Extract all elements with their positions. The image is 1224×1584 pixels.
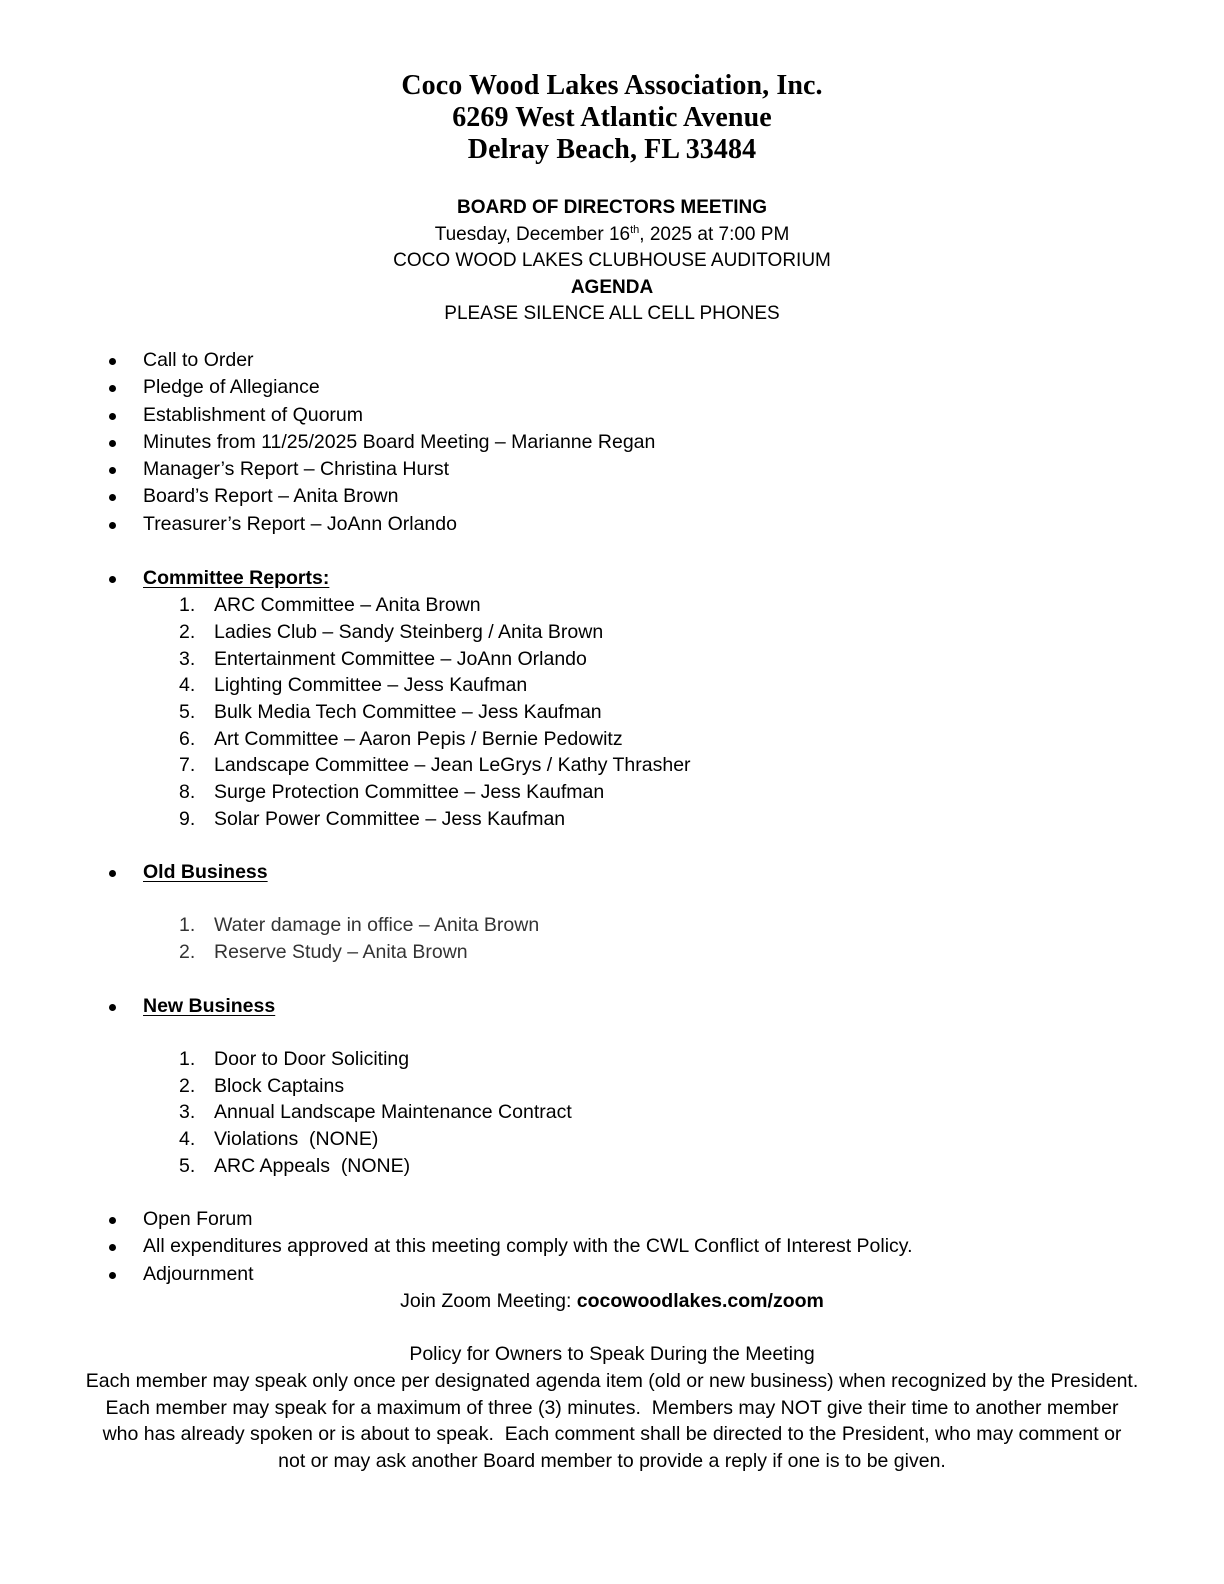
list-item-text: Water damage in office – Anita Brown [214, 914, 540, 936]
new-business-section [0, 993, 1224, 1020]
zoom-meeting-line [0, 1288, 1224, 1315]
item-number: 2. [179, 1074, 196, 1097]
meeting-date-ordinal: th [630, 223, 640, 236]
agenda-label: AGENDA [570, 276, 654, 298]
list-item [0, 456, 1224, 483]
list-item-text: Solar Power Committee – Jess Kaufman [214, 807, 566, 830]
list-item [0, 347, 1224, 374]
opening-items-list [0, 347, 1224, 538]
list-item-text: Treasurer’s Report – JoAnn Orlando [143, 512, 457, 535]
bullet-icon [109, 494, 116, 501]
old-business-list [0, 912, 1224, 965]
list-item-text: Annual Landscape Maintenance Contract [214, 1101, 572, 1124]
policy-title: Policy for Owners to Speak During the Meeting [409, 1343, 815, 1365]
bullet-icon [109, 385, 116, 392]
list-item-text: ARC Appeals (NONE) [214, 1154, 411, 1177]
item-number: 5. [179, 701, 196, 724]
list-item [0, 939, 1224, 966]
bullet-icon [109, 358, 116, 365]
bullet-icon [109, 1244, 116, 1251]
bullet-icon [109, 413, 116, 420]
policy-line: not or may ask another Board member to provide a reply if one is to be given. [278, 1450, 946, 1472]
list-item-text: Adjournment [143, 1262, 254, 1285]
bullet-icon [109, 1004, 116, 1011]
list-item [0, 779, 1224, 806]
list-item [0, 912, 1224, 939]
new-business-list [0, 1046, 1224, 1179]
item-number: 5. [179, 1154, 196, 1177]
item-number: 9. [179, 807, 196, 830]
list-item-text: Call to Order [143, 349, 254, 371]
bullet-icon [109, 522, 116, 529]
address-line-1: 6269 West Atlantic Avenue [452, 102, 772, 133]
bullet-icon [109, 1272, 116, 1279]
item-number: 7. [179, 754, 196, 777]
section-heading [0, 993, 1224, 1020]
list-item-text: Manager’s Report – Christina Hurst [143, 458, 449, 481]
list-item [0, 483, 1224, 510]
committee-reports-heading: Committee Reports: [143, 567, 330, 589]
meeting-location: COCO WOOD LAKES CLUBHOUSE AUDITORIUM [393, 250, 831, 271]
bullet-icon [109, 440, 116, 447]
list-item-text: Minutes from 11/25/2025 Board Meeting – Marianne Regan [143, 430, 656, 453]
bullet-icon [109, 1217, 116, 1224]
list-item-text: Door to Door Soliciting [214, 1048, 410, 1070]
address-line-2: Delray Beach, FL 33484 [467, 134, 757, 165]
item-number: 2. [179, 940, 196, 963]
item-number: 3. [179, 647, 196, 670]
bullet-icon [109, 467, 116, 474]
organization-header [0, 70, 1224, 166]
list-item-text: Reserve Study – Anita Brown [214, 940, 468, 963]
bullet-icon [109, 870, 116, 877]
list-item-text: Violations (NONE) [214, 1128, 379, 1151]
committee-reports-section [0, 565, 1224, 832]
old-business-section [0, 859, 1224, 886]
item-number: 4. [179, 1128, 196, 1151]
list-item [0, 752, 1224, 779]
item-number: 1. [179, 1048, 196, 1070]
section-heading [0, 565, 1224, 592]
list-item [0, 646, 1224, 673]
list-item [0, 402, 1224, 429]
section-heading [0, 859, 1224, 886]
list-item [0, 806, 1224, 833]
list-item-text: Surge Protection Committee – Jess Kaufman [214, 781, 605, 804]
new-business-heading: New Business [143, 995, 276, 1017]
list-item-text: Open Forum [143, 1208, 253, 1230]
list-item-text: Ladies Club – Sandy Steinberg / Anita Brown [214, 620, 604, 643]
list-item [0, 429, 1224, 456]
policy-line: who has already spoken or is about to speak. Each comment shall be directed to the President, who may comment or [102, 1423, 1122, 1445]
list-item [0, 1261, 1224, 1288]
meeting-title: BOARD OF DIRECTORS MEETING [457, 197, 767, 218]
list-item-text: ARC Committee – Anita Brown [214, 594, 481, 617]
list-item [0, 1073, 1224, 1100]
list-item-text: Entertainment Committee – JoAnn Orlando [214, 647, 587, 670]
meeting-header [0, 195, 1224, 328]
zoom-link[interactable]: cocowoodlakes.com/zoom [576, 1290, 824, 1312]
list-item [0, 1099, 1224, 1126]
list-item [0, 1153, 1224, 1180]
list-item-text: Pledge of Allegiance [143, 376, 320, 399]
policy-line: Each member may speak only once per designated agenda item (old or new business) when recognized by the President. [85, 1370, 1139, 1392]
list-item-text: Art Committee – Aaron Pepis / Bernie Pedowitz [214, 727, 623, 750]
list-item-text: Bulk Media Tech Committee – Jess Kaufman [214, 701, 602, 724]
item-number: 1. [179, 594, 196, 617]
policy-line: Each member may speak for a maximum of three (3) minutes. Members may NOT give their time to another member [105, 1397, 1119, 1419]
phone-notice: PLEASE SILENCE ALL CELL PHONES [444, 303, 780, 324]
list-item [0, 511, 1224, 538]
list-item [0, 1206, 1224, 1233]
list-item [0, 1126, 1224, 1153]
list-item [0, 619, 1224, 646]
list-item [0, 374, 1224, 401]
list-item [0, 699, 1224, 726]
organization-name: Coco Wood Lakes Association, Inc. [401, 70, 823, 101]
meeting-date-time: , 2025 at 7:00 PM [639, 223, 790, 245]
list-item [0, 1233, 1224, 1260]
list-item-text: Landscape Committee – Jean LeGrys / Kathy Thrasher [214, 754, 691, 777]
old-business-heading: Old Business [143, 861, 268, 883]
meeting-date [0, 222, 1224, 249]
list-item [0, 672, 1224, 699]
list-item [0, 726, 1224, 753]
item-number: 3. [179, 1101, 196, 1124]
closing-items-list [0, 1206, 1224, 1288]
item-number: 2. [179, 620, 196, 643]
list-item-text: Lighting Committee – Jess Kaufman [214, 674, 528, 697]
list-item-text: Establishment of Quorum [143, 403, 364, 426]
zoom-label: Join Zoom Meeting: [400, 1290, 577, 1312]
item-number: 1. [179, 914, 196, 936]
list-item-text: Board’s Report – Anita Brown [143, 485, 399, 508]
list-item-text: All expenditures approved at this meeting comply with the CWL Conflict of Interest Policy. [143, 1235, 913, 1258]
list-item [0, 1046, 1224, 1073]
item-number: 6. [179, 727, 196, 750]
meeting-date-main: Tuesday, December 16 [434, 223, 631, 245]
item-number: 8. [179, 781, 196, 804]
list-item-text: Block Captains [214, 1074, 345, 1097]
list-item [0, 592, 1224, 619]
bullet-icon [109, 576, 116, 583]
item-number: 4. [179, 674, 196, 697]
